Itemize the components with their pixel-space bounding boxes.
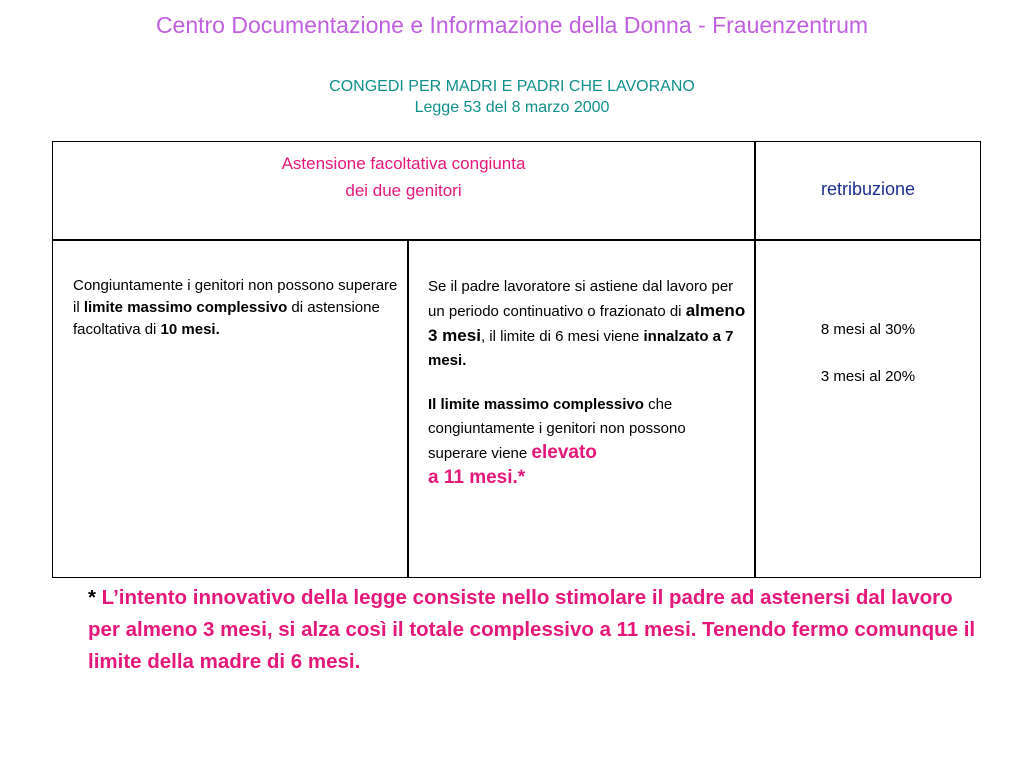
subtitle-block: [0, 76, 1024, 118]
father-text-1: Se il padre lavoratore si astiene dal lavoro per un periodo continuativo o frazionato di: [428, 278, 734, 320]
header-leave-line1: Astensione facoltativa congiunta: [281, 154, 526, 173]
footnote: [88, 582, 988, 678]
pay-rate-30: 8 mesi al 30%: [820, 321, 916, 338]
father-bold-2: innalzato a 7 mesi.: [428, 328, 734, 369]
header-cell-leave: [53, 150, 754, 204]
cell-father-extension: [428, 275, 746, 491]
joint-limit-text-2: di astensione facoltativa di: [73, 299, 380, 338]
father-text-2: , il limite di 6 mesi viene: [480, 328, 644, 345]
total-limit-elevated: elevato: [531, 442, 597, 463]
father-bold-1: almeno 3 mesi: [428, 301, 746, 345]
father-extension-paragraph-1: [428, 275, 746, 373]
column-divider-middle: [407, 239, 409, 577]
leave-table: [52, 141, 981, 578]
joint-limit-bold-1: limite massimo complessivo: [83, 299, 288, 316]
footnote-text: L’intento innovativo della legge consiste nello stimolare il padre ad astenersi dal lavoro per almeno 3 mesi, si alza così il totale complessivo a 11 mesi. Tenendo fermo comunque il limite della madre di 6 mesi.: [88, 586, 976, 673]
total-limit-bold: Il limite massimo complessivo: [428, 396, 644, 413]
footnote-asterisk: *: [88, 586, 96, 609]
header-leave-line2: dei due genitori: [345, 181, 462, 200]
header-pay-label: retribuzione: [820, 179, 916, 199]
joint-limit-text-1: Congiuntamente i genitori non possono superare il: [73, 277, 398, 316]
law-reference: Legge 53 del 8 marzo 2000: [414, 99, 610, 116]
total-limit-value: a 11 mesi.*: [428, 467, 526, 488]
header-cell-pay: [756, 178, 980, 201]
cell-joint-limit: [73, 275, 403, 341]
father-extension-paragraph-2: [428, 393, 746, 491]
header-row-divider: [53, 239, 980, 241]
subtitle-heading: CONGEDI PER MADRI E PADRI CHE LAVORANO: [329, 78, 695, 95]
pay-rate-20: 3 mesi al 20%: [820, 368, 916, 385]
page-title: Centro Documentazione e Informazione della Donna - Frauenzentrum: [155, 12, 869, 38]
cell-pay-rates: [756, 317, 980, 389]
joint-limit-bold-2: 10 mesi.: [160, 321, 220, 338]
total-limit-text: che congiuntamente i genitori non possono superare viene: [428, 396, 686, 462]
